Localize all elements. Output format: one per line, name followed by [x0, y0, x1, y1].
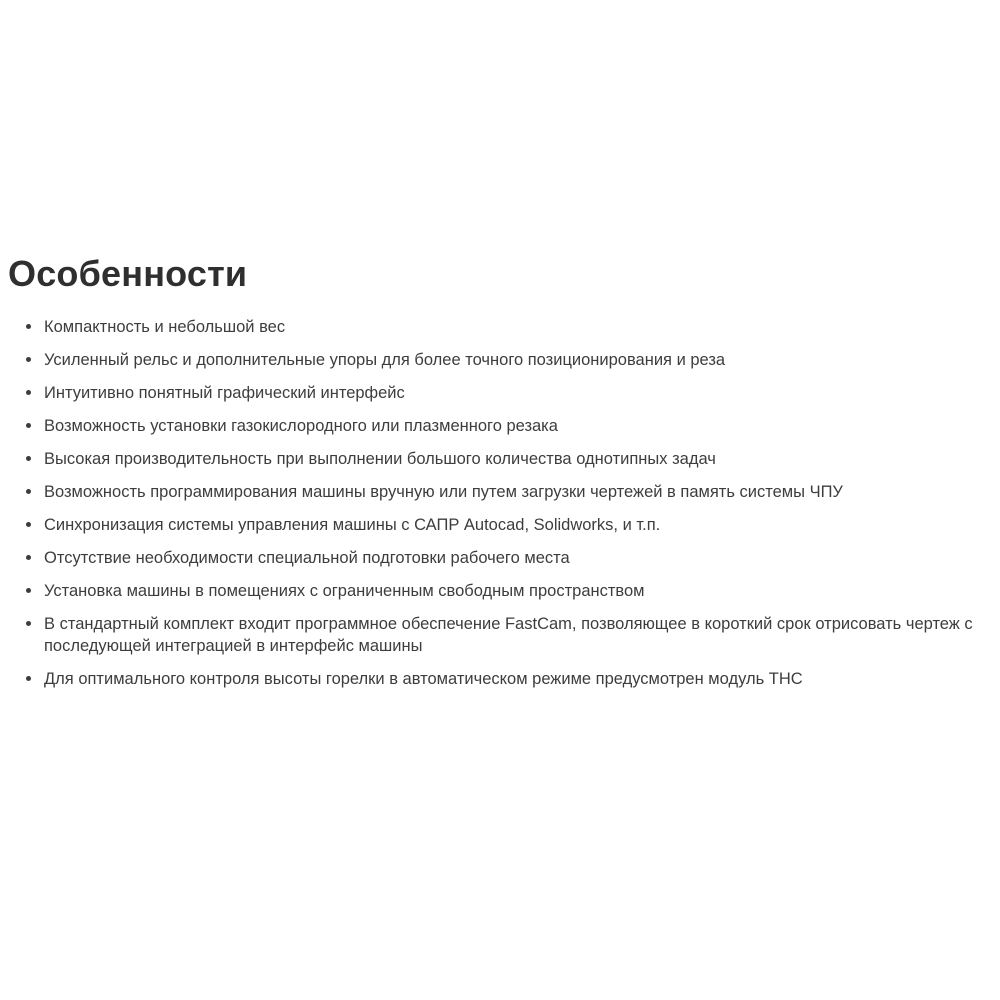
list-item: [8, 382, 992, 404]
bullet-icon: [26, 390, 31, 395]
page-title: Особенности: [8, 253, 248, 294]
bullet-icon: [26, 423, 31, 428]
list-item-label: Отсутствие необходимости специальной подготовки рабочего места: [44, 549, 570, 567]
list-item: [8, 613, 992, 657]
list-item: [8, 316, 992, 338]
features-list: [8, 316, 992, 690]
bullet-icon: [26, 588, 31, 593]
bullet-icon: [26, 522, 31, 527]
list-item: [8, 580, 992, 602]
bullet-icon: [26, 555, 31, 560]
list-item-label: Для оптимального контроля высоты горелки в автоматическом режиме предусмотрен модуль THC: [44, 670, 803, 688]
list-item-label: Возможность программирования машины вручную или путем загрузки чертежей в память системы ЧПУ: [44, 483, 843, 501]
list-item-label: Компактность и небольшой вес: [44, 318, 286, 336]
list-item-label: В стандартный комплект входит программное обеспечение FastCam, позволяющее в короткий срок отрисовать чертеж с последующей интеграцией в интерфейс машины: [44, 615, 973, 655]
list-item: [8, 415, 992, 437]
list-item: [8, 514, 992, 536]
features-section: [8, 252, 992, 701]
list-item: [8, 547, 992, 569]
list-item: [8, 349, 992, 371]
list-item-label: Высокая производительность при выполнении большого количества однотипных задач: [44, 450, 716, 468]
bullet-icon: [26, 489, 31, 494]
bullet-icon: [26, 357, 31, 362]
list-item: [8, 481, 992, 503]
bullet-icon: [26, 676, 31, 681]
list-item: [8, 448, 992, 470]
list-item-label: Установка машины в помещениях с ограниченным свободным пространством: [44, 582, 645, 600]
list-item: [8, 668, 992, 690]
list-item-label: Возможность установки газокислородного или плазменного резака: [44, 417, 558, 435]
bullet-icon: [26, 324, 31, 329]
list-item-label: Усиленный рельс и дополнительные упоры для более точного позиционирования и реза: [44, 351, 726, 369]
bullet-icon: [26, 621, 31, 626]
list-item-label: Интуитивно понятный графический интерфейс: [44, 384, 405, 402]
list-item-label: Синхронизация системы управления машины с САПР Autocad, Solidworks, и т.п.: [44, 516, 661, 534]
bullet-icon: [26, 456, 31, 461]
